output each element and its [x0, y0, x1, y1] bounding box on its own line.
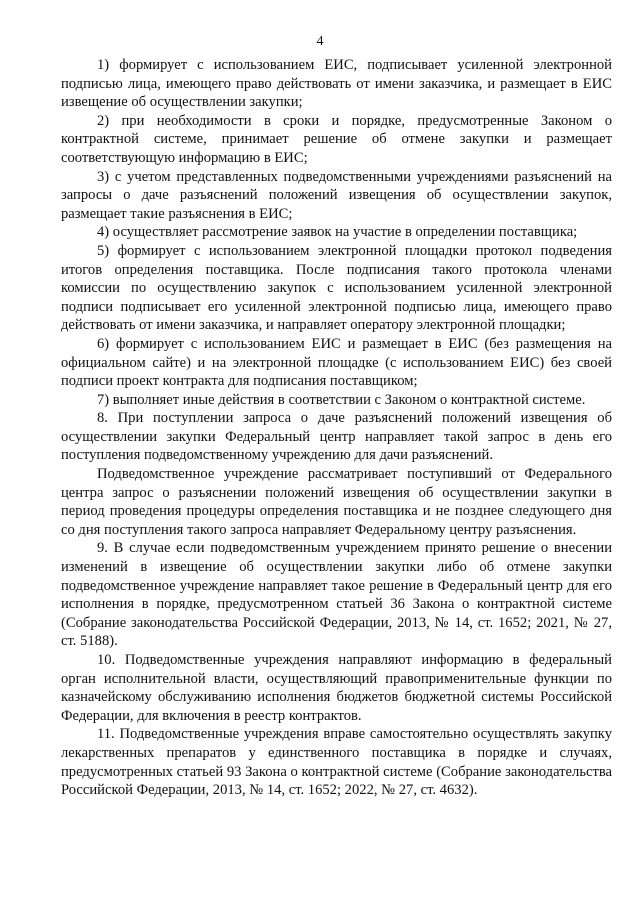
paragraph-11: 11. Подведомственные учреждения вправе самостоятельно осуществлять закупку лекарственных препаратов у единственного поставщика в порядке и случаях, предусмотренных статьей 93 Закона о контрактной системе (Собрание законодательства Российской Федерации, 2013, № 14, ст. 1652; 2022, № 27, ст. 4632).: [61, 726, 612, 799]
document-body: [61, 56, 612, 800]
paragraph-1-6: 6) формирует с использованием ЕИС и размещает в ЕИС (без размещения на официальном сайте) и на электронной площадке (с использованием ЕИС) без своей подписи проект контракта для подписания поставщиком;: [61, 335, 612, 390]
paragraph-8: 8. При поступлении запроса о даче разъяснений положений извещения об осуществлении закупки Федеральный центр направляет такой запрос в день его поступления подведомственному учреждению для дачи разъяснений.: [61, 410, 612, 464]
paragraph-10: 10. Подведомственные учреждения направляют информацию в федеральный орган исполнительной власти, осуществляющий правоприменительные функции по казначейскому обслуживанию исполнения бюджетов бюджетной системы Российской Федерации, для включения в реестр контрактов.: [61, 652, 612, 724]
page-number: 4: [316, 34, 324, 49]
paragraph-1-7: 7) выполняет иные действия в соответствии с Законом о контрактной системе.: [97, 391, 586, 408]
paragraph-9: 9. В случае если подведомственным учреждением принято решение о внесении изменений в извещение об осуществлении закупки либо об отмене закупки подведомственное учреждение направляет такое решение в Федеральный центр для его исполнения в порядке, предусмотренном статьей 36 Закона о контрактной системе (Собрание законодательства Российской Федерации, 2013, № 14, ст. 1652; 2021, № 27, ст. 5188).: [61, 540, 612, 650]
paragraph-1-2: 2) при необходимости в сроки и порядке, предусмотренные Законом о контрактной системе, принимает решение об отмене закупки и размещает соответствующую информацию в ЕИС;: [61, 112, 612, 166]
paragraph-1-1: 1) формирует с использованием ЕИС, подписывает усиленной электронной подписью лица, имеющего право действовать от имени заказчика, и размещает в ЕИС извещение об осуществлении закупки;: [61, 57, 612, 111]
paragraph-1-5: 5) формирует с использованием электронной площадки протокол подведения итогов определения поставщика. После подписания такого протокола членами комиссии по осуществлению закупок с использованием усиленной электронной подписи подписывает его усиленной электронной подписью лица, имеющего право действовать от имени заказчика, и направляет оператору электронной площадки;: [61, 242, 612, 334]
paragraph-1-3: 3) с учетом представленных подведомственными учреждениями разъяснений на запросы о даче разъяснений положений извещения об осуществлении закупок, размещает такие разъяснения в ЕИС;: [61, 168, 612, 222]
paragraph-8-continued: Подведомственное учреждение рассматривает поступивший от Федерального центра запрос о разъяснении положений извещения об осуществлении закупки в период проведения процедуры определения поставщика и не позднее следующего дня со дня поступления такого запроса направляет Федеральному центру разъяснения.: [61, 466, 612, 538]
paragraph-1-4: 4) осуществляет рассмотрение заявок на участие в определении поставщика;: [97, 224, 578, 241]
